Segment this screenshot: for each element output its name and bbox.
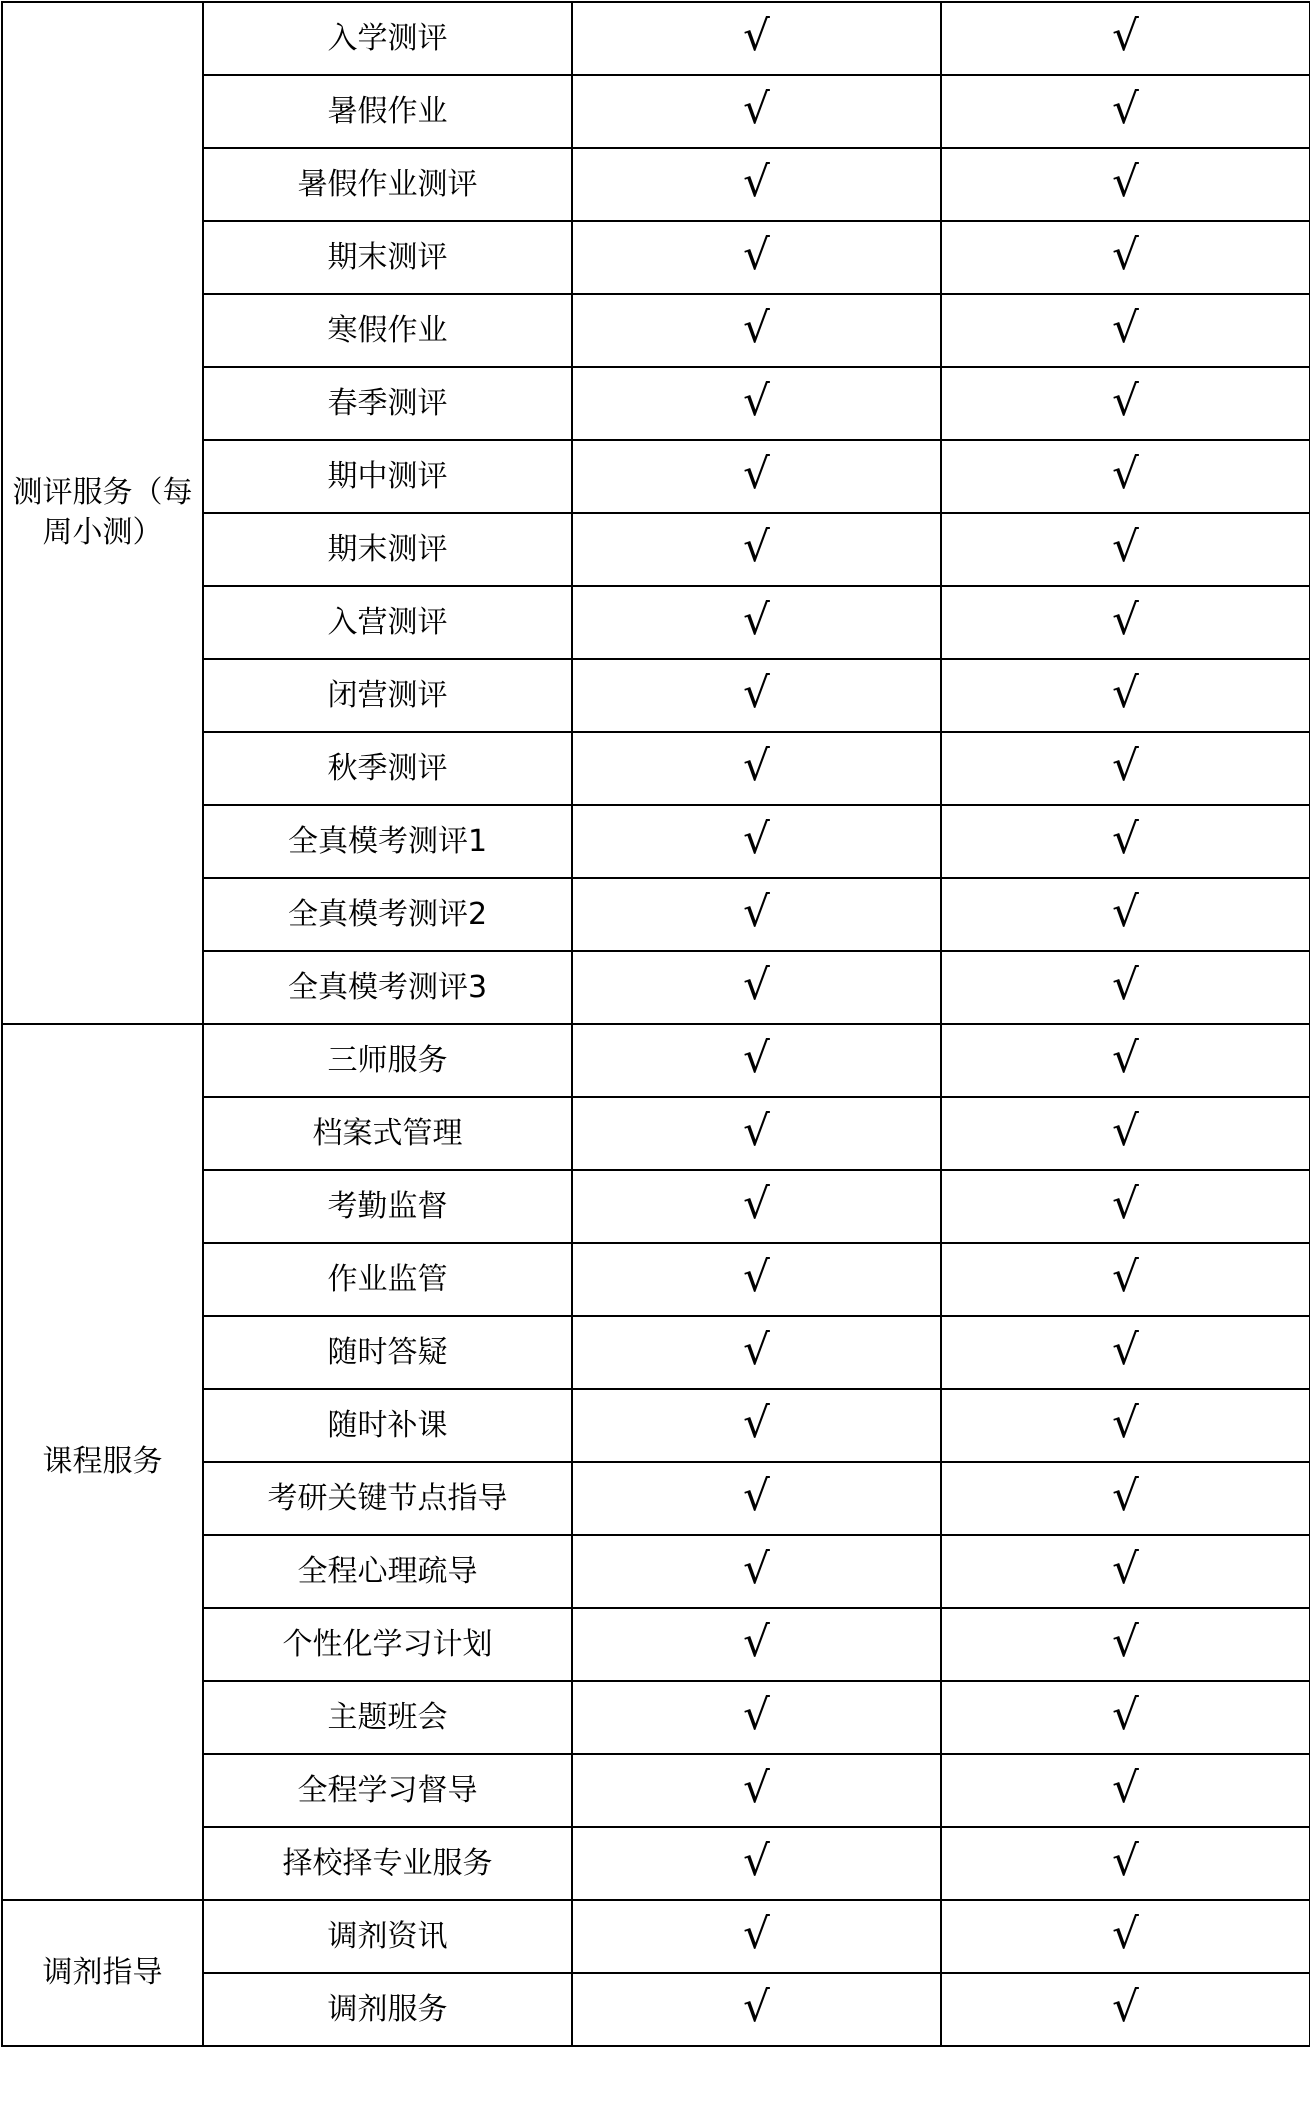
check-cell (572, 367, 941, 440)
service-item-name: 期末测评 (203, 513, 572, 586)
checkmark-icon: √ (743, 1690, 770, 1739)
service-item-name: 秋季测评 (203, 732, 572, 805)
service-item-name: 期中测评 (203, 440, 572, 513)
service-item-name: 个性化学习计划 (203, 1608, 572, 1681)
check-cell (572, 75, 941, 148)
check-cell (941, 1535, 1310, 1608)
service-item-name: 期末测评 (203, 221, 572, 294)
service-item-name: 暑假作业 (203, 75, 572, 148)
check-cell (572, 1535, 941, 1608)
table-row (2, 1900, 1310, 1973)
checkmark-icon: √ (743, 1982, 770, 2031)
check-cell (572, 294, 941, 367)
check-cell (572, 1900, 941, 1973)
service-item-name: 入学测评 (203, 2, 572, 75)
check-cell (572, 148, 941, 221)
check-cell (572, 221, 941, 294)
checkmark-icon: √ (1112, 84, 1139, 133)
table-row (2, 1024, 1310, 1097)
check-cell (941, 2, 1310, 75)
check-cell (941, 513, 1310, 586)
check-cell (941, 805, 1310, 878)
service-item-name: 全程学习督导 (203, 1754, 572, 1827)
checkmark-icon: √ (1112, 1836, 1139, 1885)
check-cell (941, 1973, 1310, 2046)
check-cell (572, 1024, 941, 1097)
checkmark-icon: √ (743, 376, 770, 425)
service-item-name: 随时补课 (203, 1389, 572, 1462)
check-cell (941, 221, 1310, 294)
checkmark-icon: √ (1112, 814, 1139, 863)
check-cell (941, 1243, 1310, 1316)
checkmark-icon: √ (1112, 11, 1139, 60)
checkmark-icon: √ (743, 84, 770, 133)
category-label: 课程服务 (42, 1444, 163, 1479)
service-item-name: 全真模考测评2 (203, 878, 572, 951)
check-cell (572, 1462, 941, 1535)
checkmark-icon: √ (1112, 1690, 1139, 1739)
check-cell (941, 75, 1310, 148)
check-cell (941, 1900, 1310, 1973)
check-cell (941, 1316, 1310, 1389)
service-item-name: 择校择专业服务 (203, 1827, 572, 1900)
checkmark-icon: √ (1112, 1617, 1139, 1666)
service-item-name: 入营测评 (203, 586, 572, 659)
table-body (2, 2, 1310, 2046)
checkmark-icon: √ (743, 522, 770, 571)
checkmark-icon: √ (743, 814, 770, 863)
check-cell (941, 878, 1310, 951)
check-cell (941, 440, 1310, 513)
check-cell (572, 659, 941, 732)
checkmark-icon: √ (743, 960, 770, 1009)
service-item-name: 随时答疑 (203, 1316, 572, 1389)
service-item-name: 调剂服务 (203, 1973, 572, 2046)
check-cell (572, 586, 941, 659)
service-item-name: 考勤监督 (203, 1170, 572, 1243)
service-item-name: 全真模考测评1 (203, 805, 572, 878)
check-cell (941, 1754, 1310, 1827)
check-cell (941, 1827, 1310, 1900)
checkmark-icon: √ (1112, 230, 1139, 279)
checkmark-icon: √ (743, 887, 770, 936)
check-cell (941, 294, 1310, 367)
check-cell (941, 659, 1310, 732)
check-cell (941, 148, 1310, 221)
checkmark-icon: √ (1112, 157, 1139, 206)
checkmark-icon: √ (1112, 1325, 1139, 1374)
checkmark-icon: √ (743, 1836, 770, 1885)
service-item-name: 考研关键节点指导 (203, 1462, 572, 1535)
check-cell (572, 805, 941, 878)
checkmark-icon: √ (743, 741, 770, 790)
checkmark-icon: √ (1112, 1179, 1139, 1228)
checkmark-icon: √ (743, 1179, 770, 1228)
checkmark-icon: √ (743, 595, 770, 644)
checkmark-icon: √ (743, 1471, 770, 1520)
service-item-name: 主题班会 (203, 1681, 572, 1754)
checkmark-icon: √ (1112, 668, 1139, 717)
check-cell (941, 1389, 1310, 1462)
checkmark-icon: √ (1112, 960, 1139, 1009)
checkmark-icon: √ (1112, 376, 1139, 425)
service-item-name: 三师服务 (203, 1024, 572, 1097)
service-item-name: 调剂资讯 (203, 1900, 572, 1973)
check-cell (941, 1024, 1310, 1097)
checkmark-icon: √ (743, 11, 770, 60)
check-cell (572, 1608, 941, 1681)
checkmark-icon: √ (1112, 1398, 1139, 1447)
checkmark-icon: √ (743, 1617, 770, 1666)
check-cell (941, 951, 1310, 1024)
check-cell (572, 2, 941, 75)
checkmark-icon: √ (743, 157, 770, 206)
category-cell (2, 1024, 203, 1900)
check-cell (572, 878, 941, 951)
checkmark-icon: √ (1112, 887, 1139, 936)
check-cell (941, 367, 1310, 440)
checkmark-icon: √ (1112, 1252, 1139, 1301)
checkmark-icon: √ (743, 1763, 770, 1812)
check-cell (572, 951, 941, 1024)
check-cell (941, 1681, 1310, 1754)
category-cell (2, 2, 203, 1024)
checkmark-icon: √ (743, 1252, 770, 1301)
checkmark-icon: √ (743, 1033, 770, 1082)
service-comparison-table (1, 1, 1310, 2047)
checkmark-icon: √ (743, 303, 770, 352)
check-cell (572, 1754, 941, 1827)
checkmark-icon: √ (1112, 522, 1139, 571)
checkmark-icon: √ (743, 668, 770, 717)
checkmark-icon: √ (1112, 1471, 1139, 1520)
check-cell (941, 1462, 1310, 1535)
table-row (2, 2, 1310, 75)
checkmark-icon: √ (743, 449, 770, 498)
checkmark-icon: √ (743, 1544, 770, 1593)
checkmark-icon: √ (743, 1909, 770, 1958)
check-cell (572, 1316, 941, 1389)
service-item-name: 寒假作业 (203, 294, 572, 367)
checkmark-icon: √ (1112, 1763, 1139, 1812)
service-item-name: 春季测评 (203, 367, 572, 440)
service-item-name: 暑假作业测评 (203, 148, 572, 221)
checkmark-icon: √ (1112, 1544, 1139, 1593)
checkmark-icon: √ (743, 230, 770, 279)
service-item-name: 档案式管理 (203, 1097, 572, 1170)
check-cell (941, 1608, 1310, 1681)
check-cell (941, 732, 1310, 805)
check-cell (941, 586, 1310, 659)
check-cell (572, 440, 941, 513)
check-cell (572, 1389, 941, 1462)
checkmark-icon: √ (1112, 303, 1139, 352)
checkmark-icon: √ (1112, 741, 1139, 790)
service-item-name: 作业监管 (203, 1243, 572, 1316)
checkmark-icon: √ (1112, 1909, 1139, 1958)
service-item-name: 闭营测评 (203, 659, 572, 732)
service-item-name: 全真模考测评3 (203, 951, 572, 1024)
check-cell (572, 732, 941, 805)
check-cell (572, 1243, 941, 1316)
checkmark-icon: √ (1112, 449, 1139, 498)
check-cell (572, 1681, 941, 1754)
category-label: 测评服务（每周小测） (12, 475, 193, 550)
category-label: 调剂指导 (42, 1955, 163, 1990)
checkmark-icon: √ (743, 1398, 770, 1447)
checkmark-icon: √ (743, 1106, 770, 1155)
checkmark-icon: √ (1112, 595, 1139, 644)
checkmark-icon: √ (743, 1325, 770, 1374)
check-cell (572, 1097, 941, 1170)
checkmark-icon: √ (1112, 1106, 1139, 1155)
check-cell (572, 1170, 941, 1243)
check-cell (572, 1973, 941, 2046)
checkmark-icon: √ (1112, 1033, 1139, 1082)
service-item-name: 全程心理疏导 (203, 1535, 572, 1608)
check-cell (941, 1170, 1310, 1243)
check-cell (572, 513, 941, 586)
check-cell (572, 1827, 941, 1900)
category-cell (2, 1900, 203, 2046)
checkmark-icon: √ (1112, 1982, 1139, 2031)
check-cell (941, 1097, 1310, 1170)
